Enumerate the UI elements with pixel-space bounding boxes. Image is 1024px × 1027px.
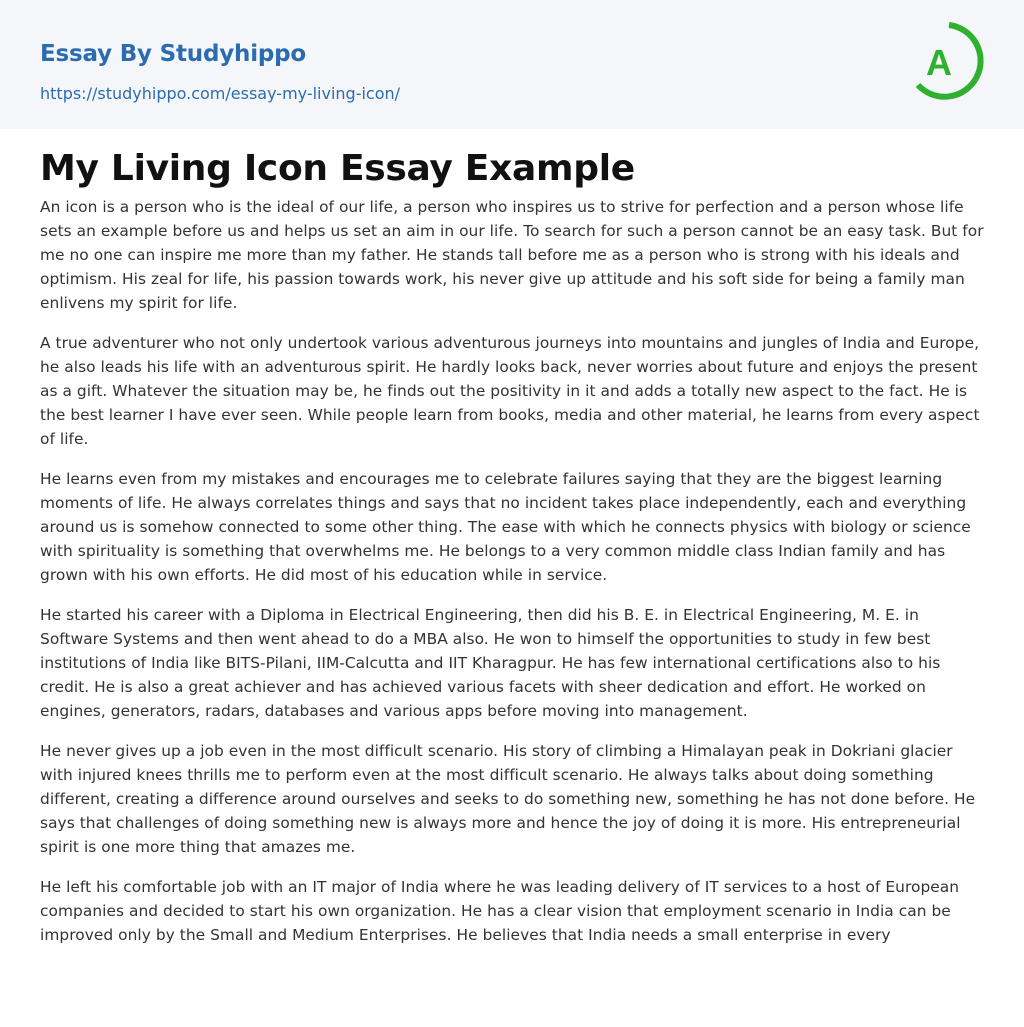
site-header <box>0 0 1024 129</box>
essay-paragraph: He started his career with a Diploma in Electrical Engineering, then did his B. E. in Electrical Engineering, M. E. in Software Systems and then went ahead to do a MBA also. He won to himself the opportunities to study in few best institutions of India like BITS-Pilani, IIM-Calcutta and IIT Kharagpur. He has few international certifications also to his credit. He is also a great achiever and has achieved various facets with sheer dedication and effort. He worked on engines, generators, radars, databases and various apps before moving into management. <box>40 606 941 720</box>
page-title: My Living Icon Essay Example <box>40 148 635 189</box>
site-title[interactable]: Essay By Studyhippo <box>40 41 307 67</box>
essay-paragraph: He never gives up a job even in the most difficult scenario. His story of climbing a Himalayan peak in Dokriani glacier with injured knees thrills me to perform even at the most difficult scenario. He always talks about doing something different, creating a difference around ourselves and seeks to do something new, something he has not done before. He says that challenges of doing something new is always more and hence the joy of doing it is more. His entrepreneurial spirit is one more thing that amazes me. <box>40 742 976 856</box>
studyhippo-logo-icon[interactable] <box>913 19 987 105</box>
logo-letter: A <box>926 42 952 83</box>
essay-paragraph: He learns even from my mistakes and encourages me to celebrate failures saying that they are the biggest learning moments of life. He always correlates things and says that no incident takes place independently, each and everything around us is somehow connected to some other thing. The ease with which he connects physics with biology or science with spirituality is something that overwhelms me. He belongs to a very common middle class Indian family and has grown with his own efforts. He did most of his education while in service. <box>40 470 971 584</box>
essay-paragraph: An icon is a person who is the ideal of our life, a person who inspires us to strive for perfection and a person whose life sets an example before us and helps us set an aim in our life. To search for such a person cannot be an easy task. But for me no one can inspire me more than my father. He stands tall before me as a person who is strong with his ideals and optimism. His zeal for life, his passion towards work, his never give up attitude and his soft side for being a family man enlivens my spirit for life. <box>40 198 984 312</box>
essay-url-link[interactable]: https://studyhippo.com/essay-my-living-icon/ <box>40 84 401 103</box>
essay-paragraph: A true adventurer who not only undertook various adventurous journeys into mountains and jungles of India and Europe, he also leads his life with an adventurous spirit. He hardly looks back, never worries about future and enjoys the present as a gift. Whatever the situation may be, he finds out the positivity in it and adds a totally new aspect to the fact. He is the best learner I have ever seen. While people learn from books, media and other material, he learns from every aspect of life. <box>40 334 980 448</box>
essay-body <box>40 195 984 947</box>
essay-paragraph: He left his comfortable job with an IT major of India where he was leading delivery of IT services to a host of European companies and decided to start his own organization. He has a clear vision that employment scenario in India can be improved only by the Small and Medium Enterprises. He believes that India needs a small enterprise in every <box>40 878 960 944</box>
article <box>0 129 1024 947</box>
